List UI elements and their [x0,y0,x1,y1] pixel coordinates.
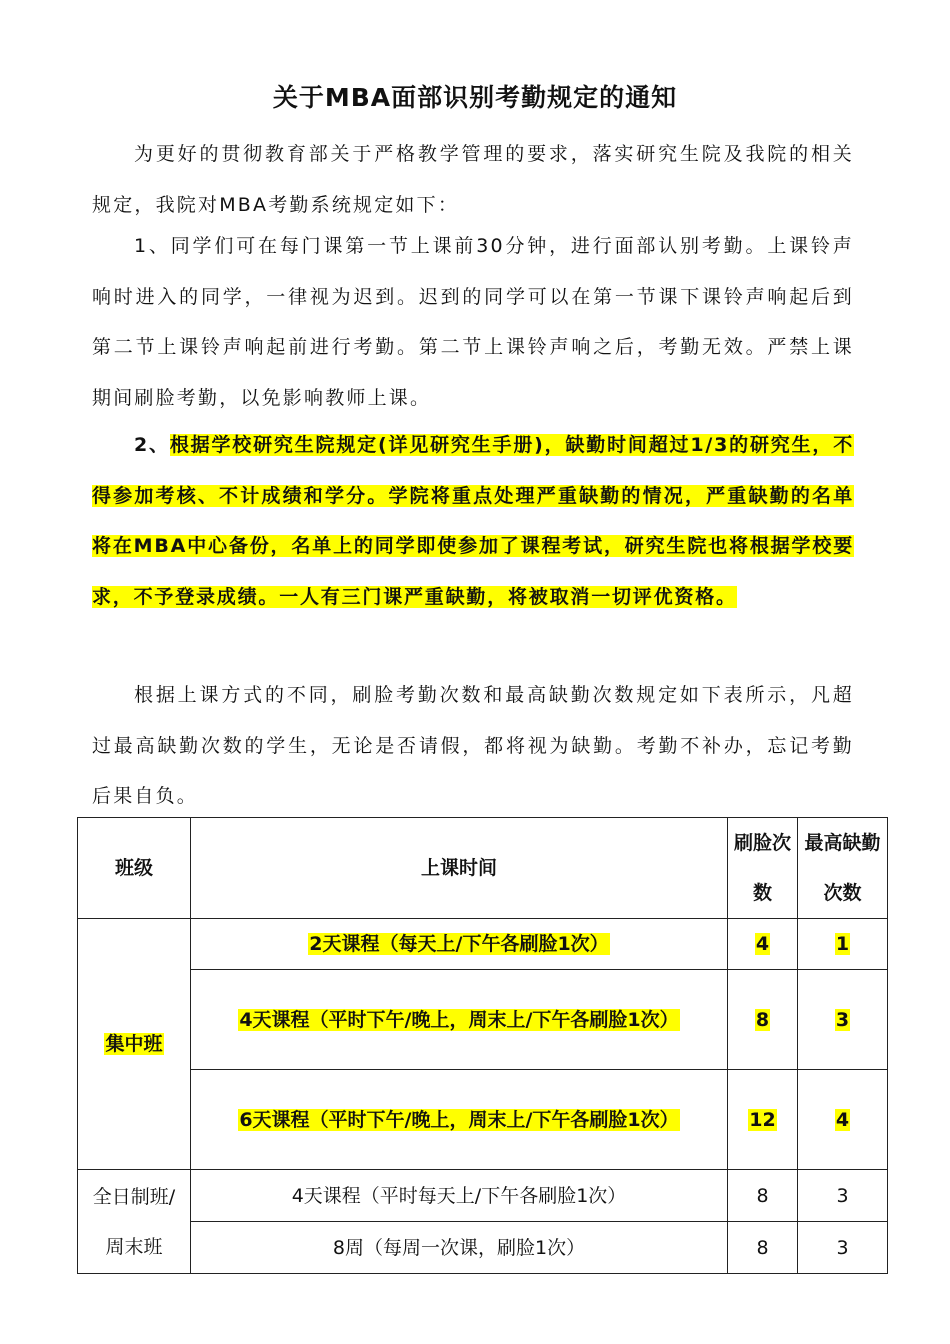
max-absence-cell: 3 [798,970,888,1070]
max-absence-cell: 1 [798,919,888,970]
time-cell: 4天课程（平时每天上/下午各刷脸1次） [191,1170,728,1222]
scans-cell: 8 [728,970,798,1070]
rule-2-number: 2、 [134,434,170,456]
rule-3-paragraph: 根据上课方式的不同，刷脸考勤次数和最高缺勤次数规定如下表所示，凡超过最高缺勤次数的学生，无论是否请假，都将视为缺勤。考勤不补办，忘记考勤后果自负。 [92,684,854,807]
table-row [78,1170,888,1222]
header-scans: 刷脸次数 [728,818,798,919]
table-header-row [78,818,888,919]
intro-paragraph: 为更好的贯彻教育部关于严格教学管理的要求，落实研究生院及我院的相关规定，我院对MBA考勤系统规定如下： [92,143,854,216]
rule-2-highlighted-text: 根据学校研究生院规定(详见研究生手册)，缺勤时间超过1/3的研究生，不得参加考核、不计成绩和学分。学院将重点处理严重缺勤的情况，严重缺勤的名单将在MBA中心备份，名单上的同学即使参加了课程考试，研究生院也将根据学校要求，不予登录成绩。一人有三门课严重缺勤，将被取消一切评优资格。 [92,434,855,608]
scans-cell: 12 [728,1070,798,1170]
class-cell-fulltime-weekend: 全日制班/周末班 [78,1170,191,1274]
scans-cell: 8 [728,1222,798,1274]
attendance-table [77,817,888,1274]
table-row [78,970,888,1070]
table-row [78,1222,888,1274]
header-time: 上课时间 [191,818,728,919]
time-cell: 4天课程（平时下午/晚上，周末上/下午各刷脸1次） [191,970,728,1070]
scans-cell: 4 [728,919,798,970]
time-cell: 6天课程（平时下午/晚上，周末上/下午各刷脸1次） [191,1070,728,1170]
header-max-absence: 最高缺勤次数 [798,818,888,919]
table-row [78,919,888,970]
document-title: 关于MBA面部识别考勤规定的通知 [272,83,678,112]
table-row [78,1070,888,1170]
max-absence-cell: 3 [798,1222,888,1274]
header-class: 班级 [78,818,191,919]
time-cell: 8周（每周一次课，刷脸1次） [191,1222,728,1274]
max-absence-cell: 4 [798,1070,888,1170]
class-cell-intensive: 集中班 [78,919,191,1170]
max-absence-cell: 3 [798,1170,888,1222]
rule-1-paragraph: 1、同学们可在每门课第一节上课前30分钟，进行面部认别考勤。上课铃声响时进入的同学，一律视为迟到。迟到的同学可以在第一节课下课铃声响起后到第二节上课铃声响起前进行考勤。第二节上课铃声响之后，考勤无效。严禁上课期间刷脸考勤，以免影响教师上课。 [92,235,854,409]
rule-2-paragraph [92,420,854,622]
time-cell: 2天课程（每天上/下午各刷脸1次） [191,919,728,970]
scans-cell: 8 [728,1170,798,1222]
